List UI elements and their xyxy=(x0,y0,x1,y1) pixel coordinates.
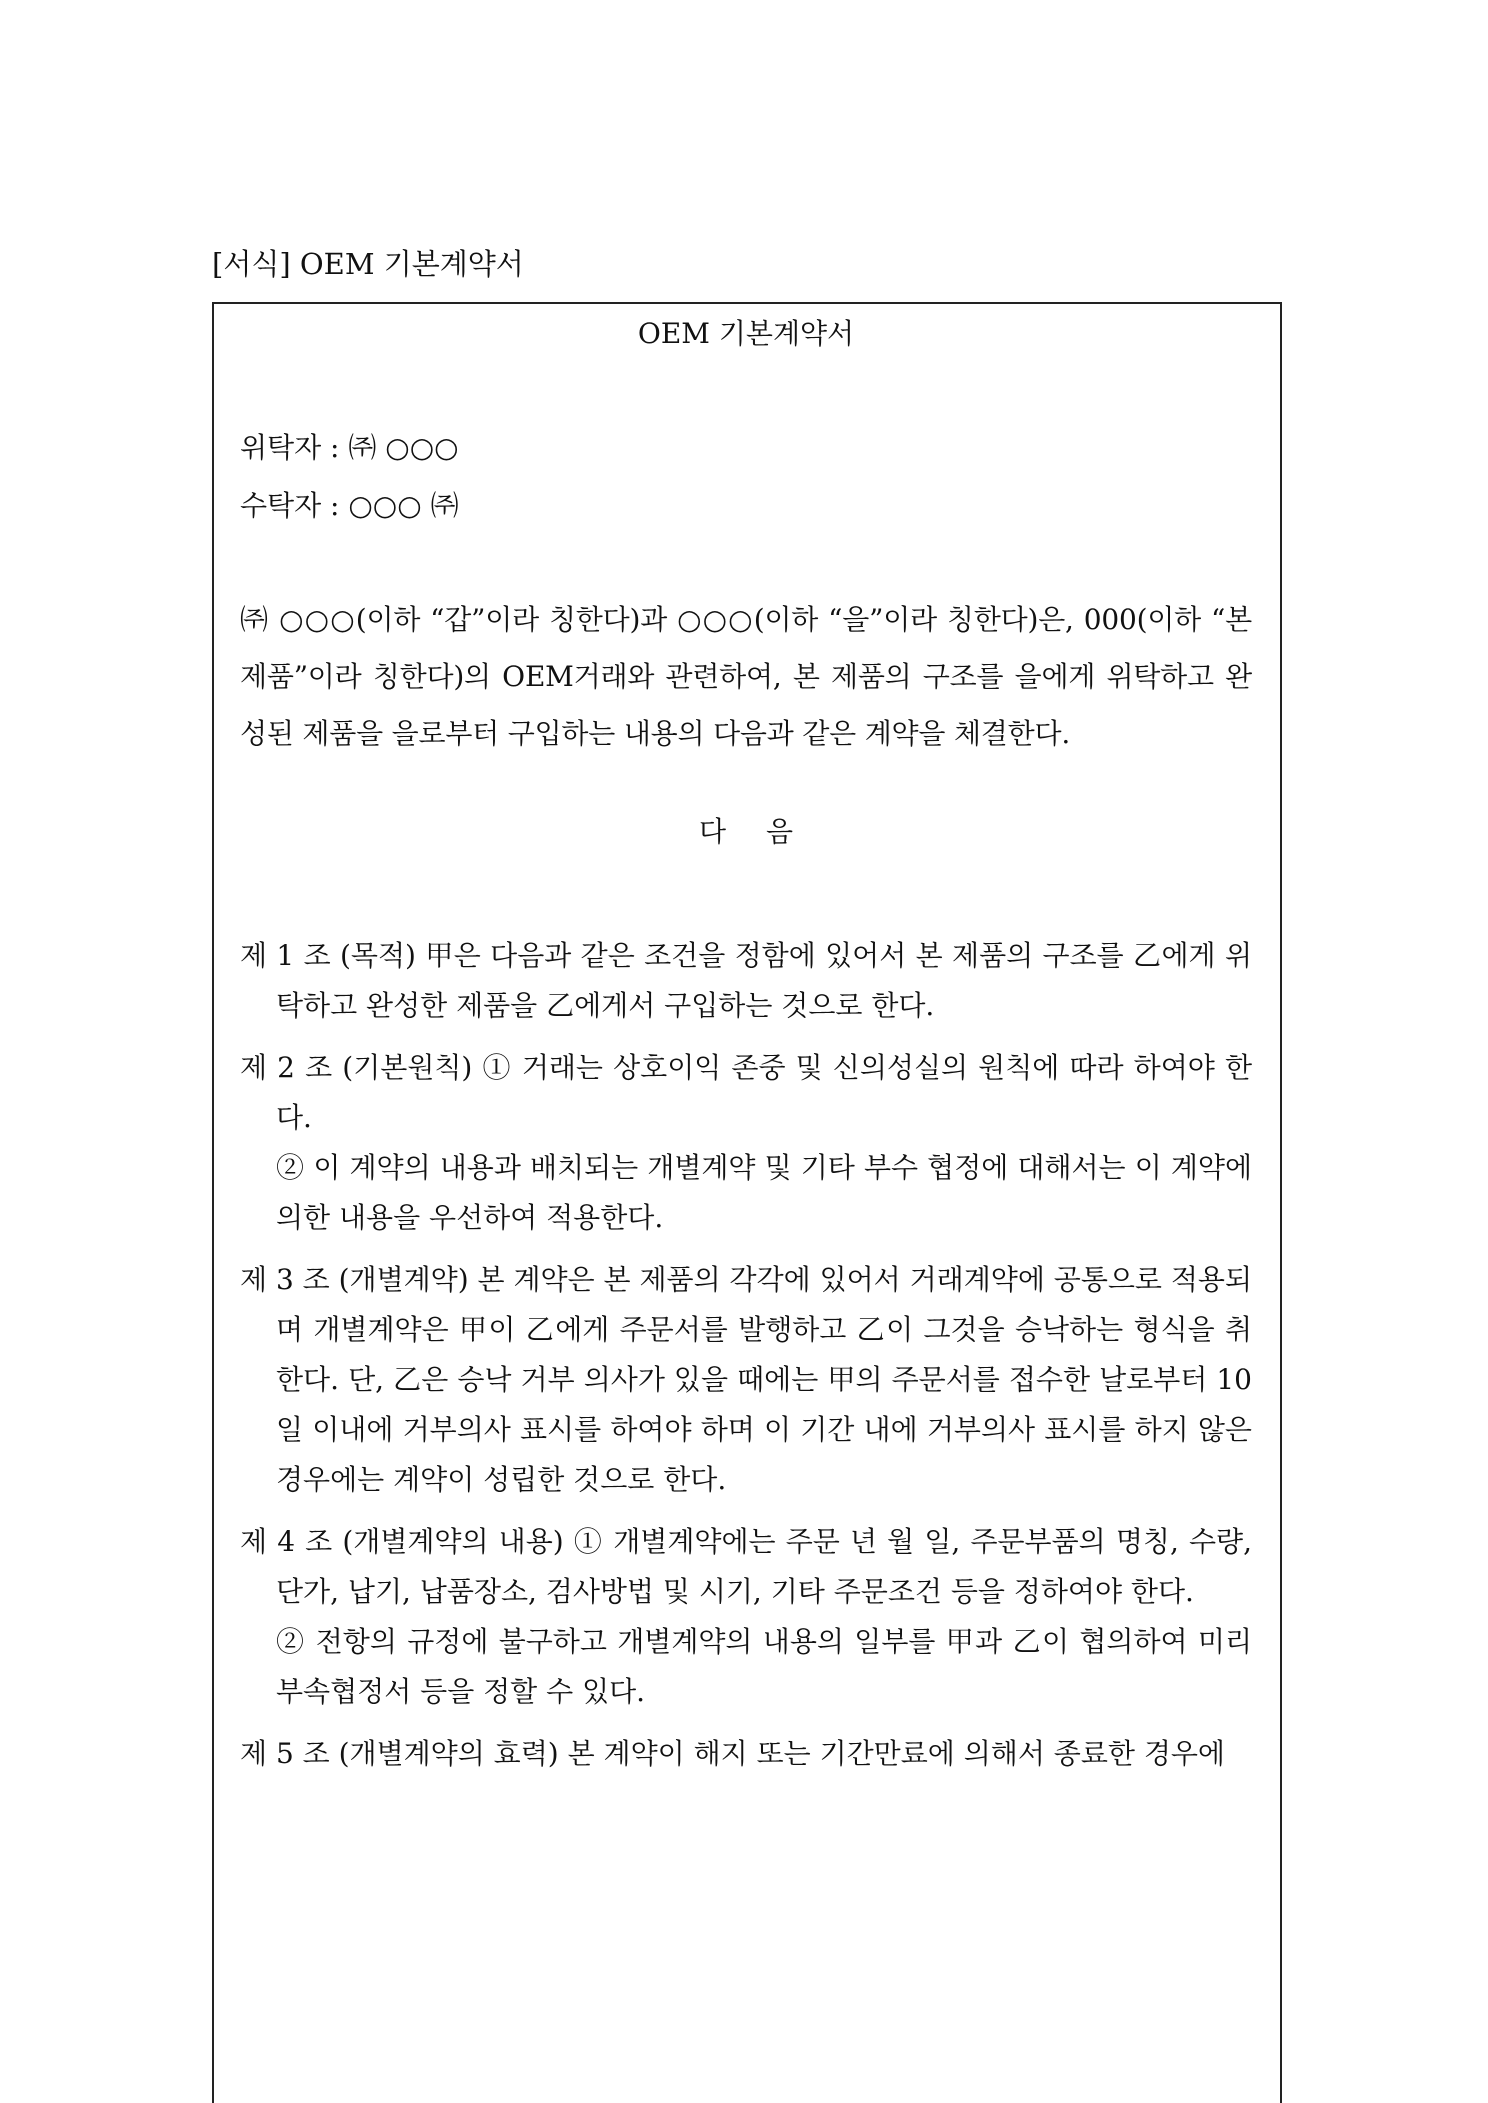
contract-title: OEM 기본계약서 xyxy=(637,317,855,350)
article-2-clause-2: ② 이 계약의 내용과 배치되는 개별계약 및 기타 부수 협정에 대해서는 이 계약에 의한 내용을 우선하여 적용한다. xyxy=(276,1151,1252,1234)
article-1-text: 제 1 조 (목적) 甲은 다음과 같은 조건을 정함에 있어서 본 제품의 구조를 乙에게 위탁하고 완성한 제품을 乙에게서 구입하는 것으로 한다. xyxy=(240,939,1252,1022)
article-2-text: 제 2 조 (기본원칙) ① 거래는 상호이익 존중 및 신의성실의 원칙에 따라 하여야 한다. xyxy=(240,1051,1252,1134)
article-4-clause-2: ② 전항의 규정에 불구하고 개별계약의 내용의 일부를 甲과 乙이 협의하여 미리 부속협정서 등을 정할 수 있다. xyxy=(276,1625,1252,1708)
article-4-text: 제 4 조 (개별계약의 내용) ① 개별계약에는 주문 년 월 일, 주문부품의 명칭, 수량, 단가, 납기, 납품장소, 검사방법 및 시기, 기타 주문조건 등을 정하여야 한다. xyxy=(240,1525,1252,1608)
article-4 xyxy=(240,1517,1252,1717)
article-3 xyxy=(240,1255,1252,1505)
article-1 xyxy=(240,931,1252,1031)
consignor-line: 위탁자 : ㈜ ○○○ xyxy=(240,431,459,464)
contract-document xyxy=(212,302,1282,2103)
article-list xyxy=(240,931,1252,1791)
article-2 xyxy=(240,1043,1252,1243)
form-label: [서식] OEM 기본계약서 xyxy=(212,247,524,281)
article-3-text: 제 3 조 (개별계약) 본 계약은 본 제품의 각각에 있어서 거래계약에 공통으로 적용되며 개별계약은 甲이 乙에게 주문서를 발행하고 乙이 그것을 승낙하는 형식을 취한다. 단, 乙은 승낙 거부 의사가 있을 때에는 甲의 주문서를 접수한 날로부터 10일 이내에 거부의사 표시를 하여야 하며 이 기간 내에 거부의사 표시를 하지 않은 경우에는 계약이 성립한 것으로 한다. xyxy=(240,1263,1253,1496)
preamble-paragraph: ㈜ ○○○(이하 “갑”이라 칭한다)과 ○○○(이하 “을”이라 칭한다)은, 000(이하 “본 제품”이라 칭한다)의 OEM거래와 관련하여, 본 제품의 구조를 을에게 위탁하고 완성된 제품을 을로부터 구입하는 내용의 다음과 같은 계약을 체결한다. xyxy=(240,603,1252,750)
article-5 xyxy=(240,1729,1252,1779)
heading-following: 다음 xyxy=(698,815,834,848)
consignee-line: 수탁자 : ○○○ ㈜ xyxy=(240,489,459,522)
article-5-text: 제 5 조 (개별계약의 효력) 본 계약이 해지 또는 기간만료에 의해서 종료한 경우에 xyxy=(240,1737,1225,1770)
